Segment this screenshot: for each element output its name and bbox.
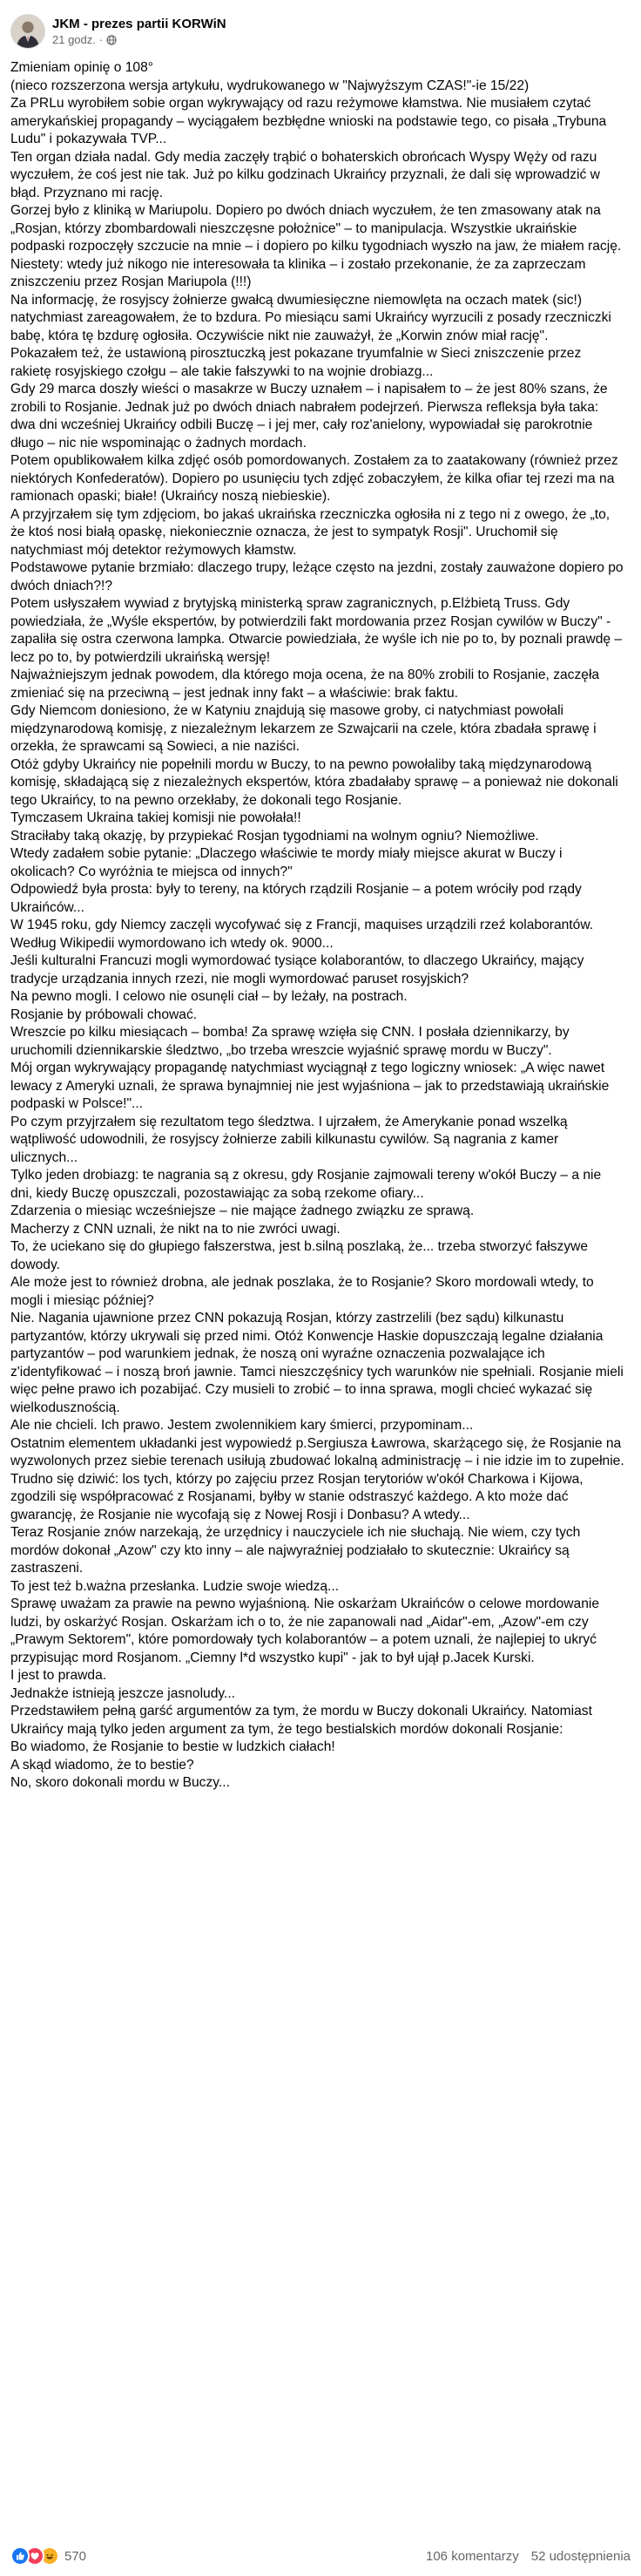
post-paragraph: Na informację, że rosyjscy żołnierze gwałcą dwumiesięczne niemowlęta na oczach matek (sic!) natychmiast zareagowałem, że to bzdura. Po miesiącu sami Ukraińcy wyrzucili z posady rzeczniczki babę, która tę bzdurę ogłosiła. Oczywiście nikt nie zauważył, że „Korwin znów miał rację". <box>10 292 616 343</box>
post-body <box>10 59 631 1793</box>
author-name[interactable]: JKM - prezes partii KORWiN <box>52 17 226 31</box>
post-paragraph: Gdy Niemcom doniesiono, że w Katyniu znajdują się masowe groby, ci natychmiast powołali międzynarodową komisję, z niezależnym lekarzem ze Szwajcarii na czele, która zbadała sprawę i orzekła, że sprawcami są Sowieci, a nie naziści. <box>10 703 600 754</box>
post-paragraph: Wtedy zadałem sobie pytanie: „Dlaczego właściwie te mordy miały miejsce akurat w Buczy i okolicach? Co wyróżnia te miejsca od innych?" <box>10 846 566 879</box>
post-paragraph: I jest to prawda. <box>10 1668 107 1683</box>
post-paragraph: Jeśli kulturalni Francuzi mogli wymordować tysiące kolaborantów, to dlaczego Ukraińcy, mający tradycje urządzania innych rzezi, nie mogli wymordować paruset rosyjskich? <box>10 953 588 986</box>
post-paragraph: A przyjrzałem się tym zdjęciom, bo jakaś ukraińska rzeczniczka ogłosiła ni z tego ni z owego, że „to, że ktoś nosi białą opaskę, niekoniecznie oznacza, że jest to sympatyk Rosji". Uruchomił się natychmiast mój detektor reżymowych kłamstw. <box>10 506 614 558</box>
post-meta <box>52 32 226 47</box>
post-stats <box>426 2549 631 2564</box>
post-paragraph: Zdarzenia o miesiąc wcześniejsze – nie mające żadnego związku ze sprawą. <box>10 1203 475 1218</box>
post-paragraph: Jednakże istnieją jeszcze jasnoludy... <box>10 1685 236 1701</box>
globe-icon[interactable] <box>106 35 117 45</box>
reactions-count: 570 <box>64 2548 87 2564</box>
post-paragraph: Po czym przyjrzałem się rezultatom tego śledztwa. I ujrzałem, że Amerykanie ponad wszelką wątpliwość udowodnili, że rosyjscy żołnierze zabili kilkunastu cywilów. Są nagrania z kamer ulicznych... <box>10 1114 571 1165</box>
post-paragraph: Ten organ działa nadal. Gdy media zaczęły trąbić o bohaterskich obrońcach Wyspy Węży od razu wyczułem, że coś jest nie tak. Już po kilku godzinach Ukraińcy przyznali, że dali się wprowadzić w błąd. Przyznano mi rację. <box>10 149 604 200</box>
post-paragraph: Przedstawiłem pełną garść argumentów za tym, że mordu w Buczy dokonali Ukraińcy. Natomiast Ukraińcy mają tylko jeden argument za tym, że tego bestialskich mordów dokonali Rosjanie: <box>10 1704 597 1737</box>
post-paragraph: Na pewno mogli. I celowo nie osunęli ciał – by leżały, na postrach. <box>10 989 408 1004</box>
post-paragraph: Najważniejszym jednak powodem, dla którego moja ocena, że na 80% zrobili to Rosjanie, zaczęła zmieniać się na przeciwną – jest jednak inny fakt – a właściwie: brak faktu. <box>10 668 604 701</box>
author-avatar[interactable] <box>10 14 45 49</box>
post-paragraph: W 1945 roku, gdy Niemcy zaczęli wycofywać się z Francji, maquises urządzili rzeź kolaborantów. Według Wikipedii wymordowano ich wtedy ok. 9000... <box>10 918 597 951</box>
post-paragraph: Ale nie chcieli. Ich prawo. Jestem zwolennikiem kary śmierci, przypominam... <box>10 1418 474 1433</box>
post-paragraph: No, skoro dokonali mordu w Buczy... <box>10 1775 230 1790</box>
post-paragraph: Teraz Rosjanie znów narzekają, że urzędnicy i nauczyciele ich nie słuchają. Nie wiem, czy tych mordów dokonał „Azow" czy kto inny – ale najwyraźniej podziałało to skutecznie: Ukraińcy są zastraszeni. <box>10 1525 584 1576</box>
post-paragraph: Ostatnim elementem układanki jest wypowiedź p.Sergiusza Ławrowa, skarżącego się, że Rosjanie na wyzwolonych przez siebie terenach usiłują zbudować lokalną administrację – i nie idzie im to zupełnie. Trudno się dziwić: los tych, którzy po zajęciu przez Rosjan terytoriów w'okół Charkowa i Kijowa, zgodzili się współpracować z Rosjanami, byłby w stanie odstraszyć każdego. A kto może dać gwarancję, że Rosjanie nie wycofają się z Nowej Rosji i Donbasu? A wtedy... <box>10 1435 628 1522</box>
post-paragraph: Tymczasem Ukraina takiej komisji nie powołała!! <box>10 810 301 825</box>
post-paragraph: Otóż gdyby Ukraińcy nie popełnili mordu w Buczy, to na pewno powołaliby taką międzynarodową komisję, składającą się z niezależnych ekspertów, która zbadałaby sprawę – a ponieważ nie dokonali tego Ukraińcy, to na pewno orzekłaby, że dokonali tego Rosjanie. <box>10 756 623 808</box>
post-paragraph: Gorzej było z kliniką w Mariupolu. Dopiero po dwóch dniach wyczułem, że ten zmasowany atak na „Rosjan, którzy zbombardowali nieszczęsne położnice" – to manipulacja. Wszystkie ukraińskie podpaski rozpoczęły szczucie na mnie – i dopiero po kilku tygodniach wyszło na jaw, że miałem rację. Niestety: wtedy już nikogo nie interesowała ta klinika – i zostało przekonanie, że za zaprzeczam zniszczeniu przez Rosjan Mariupola (!!!) <box>10 203 625 289</box>
post-paragraph: Ale może jest to również drobna, ale jednak poszlaka, że to Rosjanie? Skoro mordowali wtedy, to mogli i miesiąc później? <box>10 1275 598 1308</box>
post-paragraph: Sprawę uważam za prawie na pewno wyjaśnioną. Nie oskarżam Ukraińców o celowe mordowanie ludzi, by oskarżyć Rosjan. Oskarżam ich o to, że nie zapanowali nad „Aidar"-em, „Azow"-em czy „Prawym Sektorem", które pomordowały tych kolaborantów – a potem uznali, że najlepiej to ukryć przypisując mord Rosjanom. „Ciemny l*d wszystko kupi" - jak to był ujął p.Jacek Kurski. <box>10 1596 604 1665</box>
reactions-summary[interactable] <box>10 2546 86 2566</box>
post-paragraph: Bo wiadomo, że Rosjanie to bestie w ludzkich ciałach! <box>10 1739 335 1754</box>
post-paragraph: Macherzy z CNN uznali, że nikt na to nie zwróci uwagi. <box>10 1221 341 1237</box>
post-paragraph: Straciłaby taką okazję, by przypiekać Rosjan tygodniami na wolnym ogniu? Niemożliwe. <box>10 828 539 844</box>
like-icon <box>10 2546 30 2566</box>
post-paragraph: Pokazałem też, że ustawioną pirosztuczką jest pokazane tryumfalnie w Sieci zniszczenie przez rakietę rosyjskiego czołgu – ale takie fałszywki to na wojnie drobiazg... <box>10 346 585 379</box>
post-paragraph: Gdy 29 marca doszły wieści o masakrze w Buczy uznałem – i napisałem to – że jest 80% szans, że zrobili to Rosjanie. Jednak już po dwóch dniach nabrałem podejrzeń. Pierwsza refleksja była taka: dwa dni wcześniej Ukraińcy odbili Buczę – i jej mer, cały roz'anielony, wypowiadał się parokrotnie długo – nic nie wspominając o żadnych mordach. <box>10 382 611 451</box>
post-time[interactable]: 21 godz. <box>52 33 96 46</box>
avatar-portrait-icon <box>11 15 44 48</box>
post-paragraph: Wreszcie po kilku miesiącach – bomba! Za sprawę wzięła się CNN. I posłała dziennikarzy, by uruchomili dziennikarskie śledztwo, „bo trzeba wreszcie wyjaśnić sprawę mordu w Buczy". <box>10 1025 573 1058</box>
post-paragraph: To jest też b.ważna przesłanka. Ludzie swoje wiedzą... <box>10 1578 340 1594</box>
post-paragraph: Podstawowe pytanie brzmiało: dlaczego trupy, leżące często na jezdni, zostały zauważone dopiero po dwóch dniach?!? <box>10 560 627 593</box>
post-header <box>10 0 631 59</box>
post-paragraph: Zmieniam opinię o 108° (nieco rozszerzona wersja artykułu, wydrukowanego w "Najwyższym CZAS!"-ie 15/22) <box>10 60 530 93</box>
meta-dot: · <box>98 33 104 46</box>
comments-count[interactable]: 106 komentarzy <box>426 2548 519 2564</box>
post-paragraph: A skąd wiadomo, że to bestie? <box>10 1757 194 1773</box>
author-info <box>52 16 226 47</box>
post-paragraph: Rosjanie by próbowali chować. <box>10 1007 198 1022</box>
post-paragraph: Nie. Nagania ujawnione przez CNN pokazują Rosjan, którzy zastrzelili (bez sądu) kilkunastu partyzantów, którzy ukrywali się przed nimi. Otóż Konwencje Haskie dopuszczają legalne działania partyzantów – pod warunkiem jednak, że noszą oni wyraźne oznaczenia pozwalające ich z'identyfikować – i noszą broń jawnie. Tamci nieszczęśnicy tych warunków nie spełniali. Rosjanie mieli więc pełne prawo ich pozabijać. Czy musieli to zrobić – to inna sprawa, mogli chcieć wykazać się wielkodusznością. <box>10 1311 628 1415</box>
post-paragraph: To, że uciekano się do głupiego fałszerstwa, jest b.silną poszlaką, że... trzeba stworzyć fałszywe dowody. <box>10 1239 592 1272</box>
post-paragraph: Za PRLu wyrobiłem sobie organ wykrywający od razu reżymowe kłamstwa. Nie musiałem czytać amerykańskiej propagandy – wyciągałem bezbłędne wnioski na podstawie tego, co pisała „Trybuna Ludu" i pokazywała TVP... <box>10 96 611 146</box>
post-paragraph: Potem usłyszałem wywiad z brytyjską ministerką spraw zagranicznych, p.Elżbietą Truss. Gdy powiedziała, że „Wyśle ekspertów, by potwierdzili fakt mordowania przez Rosjan cywilów w Buczy" - zapaliła się ostra czerwona lampka. Otwarcie powiedziała, że wyśle ich nie po to, by poznali prawdę – lecz po to, by potwierdzili ukraińską wersję! <box>10 596 626 665</box>
post-footer <box>10 2536 631 2576</box>
post-paragraph: Potem opublikowałem kilka zdjęć osób pomordowanych. Zostałem za to zaatakowany (również przez niektórych Konfederatów). Dopiero po usunięciu tych zdjęć zobaczyłem, że kilka ofiar tej rzezi ma na ramionach opaski; białe! (Ukraińcy noszą niebieskie). <box>10 453 623 504</box>
post-paragraph: Tylko jeden drobiazg: te nagrania są z okresu, gdy Rosjanie zajmowali tereny w'okół Buczy – a nie dni, kiedy Buczę opuszczali, pozostawiając za sobą rzekome ofiary... <box>10 1168 605 1201</box>
post-paragraph: Odpowiedź była prosta: były to tereny, na których rządzili Rosjanie – a potem wróciły pod rządy Ukraińców... <box>10 882 586 915</box>
post-paragraph: Mój organ wykrywający propagandę natychmiast wyciągnął z tego logiczny wniosek: „A więc nawet lewacy z Ameryki uznali, że sprawa bynajmniej nie jest wyjaśniona – jak to przedstawiają ukraińskie podpaski w Polsce!"... <box>10 1061 613 1111</box>
shares-count[interactable]: 52 udostępnienia <box>530 2548 631 2564</box>
